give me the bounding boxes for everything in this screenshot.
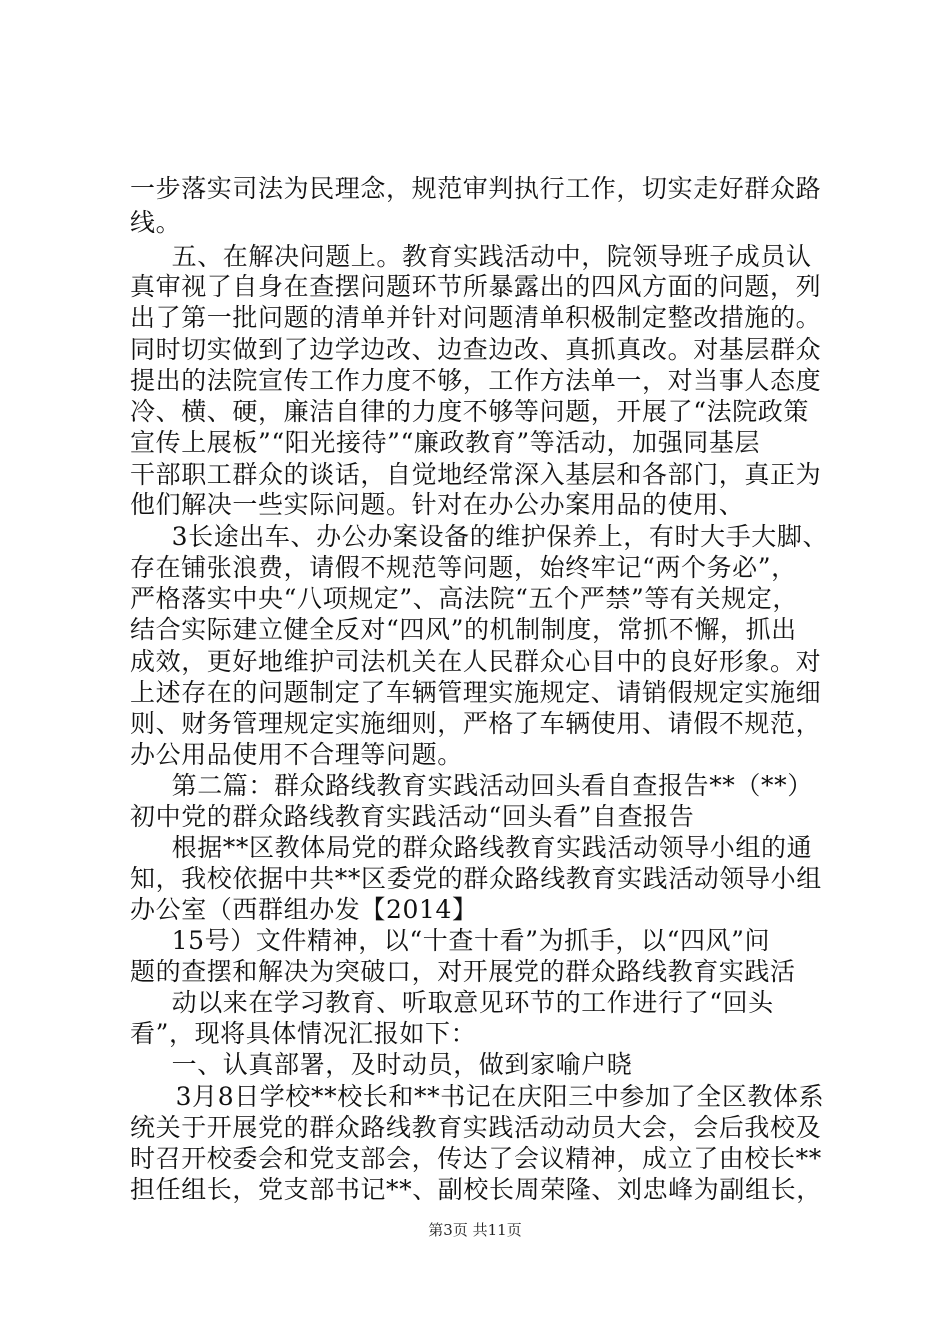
text-line: 出了第一批问题的清单并针对问题清单积极制定整改措施的。 bbox=[130, 303, 822, 332]
text-line: 题的查摆和解决为突破口，对开展党的群众路线教育实践活 bbox=[130, 957, 796, 986]
text-line: 时召开校委会和党支部会，传达了会议精神，成立了由校长** bbox=[130, 1144, 822, 1173]
text-line: 他们解决一些实际问题。针对在办公办案用品的使用、 bbox=[130, 490, 745, 519]
text-line: 存在铺张浪费，请假不规范等问题，始终牢记“两个务必”， bbox=[130, 553, 797, 582]
text-line: 3长途出车、办公办案设备的维护保养上，有时大手大脚、 bbox=[146, 522, 829, 551]
text-line: 线。 bbox=[130, 208, 182, 237]
text-line: 根据**区教体局党的群众路线教育实践活动领导小组的通 bbox=[146, 833, 813, 862]
text-line: 第二篇：群众路线教育实践活动回头看自查报告**（**） bbox=[146, 771, 813, 800]
text-line: 动以来在学习教育、听取意见环节的工作进行了“回头 bbox=[146, 988, 774, 1017]
text-line: 真审视了自身在查摆问题环节所暴露出的四风方面的问题，列 bbox=[130, 272, 822, 301]
text-line: 看”，现将具体情况汇报如下： bbox=[130, 1019, 477, 1048]
text-line: 办公室（西群组办发【2014】 bbox=[130, 895, 478, 924]
text-line: 办公用品使用不合理等问题。 bbox=[130, 740, 463, 769]
text-line: 3月8日学校**校长和**书记在庆阳三中参加了全区教体系 bbox=[150, 1082, 825, 1111]
text-line: 严格落实中央“八项规定”、高法院“五个严禁”等有关规定， bbox=[130, 584, 798, 613]
text-line: 同时切实做到了边学边改、边查边改、真抓真改。对基层群众 bbox=[130, 335, 822, 364]
text-line: 五、在解决问题上。教育实践活动中，院领导班子成员认 bbox=[146, 242, 812, 271]
text-line: 提出的法院宣传工作力度不够，工作方法单一，对当事人态度 bbox=[130, 366, 822, 395]
text-line: 上述存在的问题制定了车辆管理实施规定、请销假规定实施细 bbox=[130, 678, 822, 707]
text-line: 一、认真部署，及时动员，做到家喻户晓 bbox=[146, 1050, 633, 1079]
text-line: 成效，更好地维护司法机关在人民群众心目中的良好形象。对 bbox=[130, 647, 822, 676]
text-line: 统关于开展党的群众路线教育实践活动动员大会，会后我校及 bbox=[130, 1113, 822, 1142]
text-line: 结合实际建立健全反对“四风”的机制制度，常抓不懈，抓出 bbox=[130, 615, 797, 644]
text-line: 冷、横、硬，廉洁自律的力度不够等问题，开展了“法院政策 bbox=[130, 397, 809, 426]
text-line: 一步落实司法为民理念，规范审判执行工作，切实走好群众路 bbox=[130, 174, 822, 203]
text-line: 知，我校依据中共**区委党的群众路线教育实践活动领导小组 bbox=[130, 864, 822, 893]
text-line: 担任组长，党支部书记**、副校长周荣隆、刘忠峰为副组长， bbox=[130, 1175, 822, 1204]
text-line: 则、财务管理规定实施细则，严格了车辆使用、请假不规范， bbox=[130, 709, 822, 738]
text-line: 宣传上展板”“阳光接待”“廉政教育”等活动，加强同基层 bbox=[130, 428, 761, 457]
text-line: 干部职工群众的谈话，自觉地经常深入基层和各部门，真正为 bbox=[130, 460, 822, 489]
text-line: 15号）文件精神，以“十查十看”为抓手，以“四风”问 bbox=[146, 926, 771, 955]
text-line: 初中党的群众路线教育实践活动“回头看”自查报告 bbox=[130, 802, 695, 831]
page-footer: 第3页 共11页 bbox=[428, 1221, 522, 1239]
